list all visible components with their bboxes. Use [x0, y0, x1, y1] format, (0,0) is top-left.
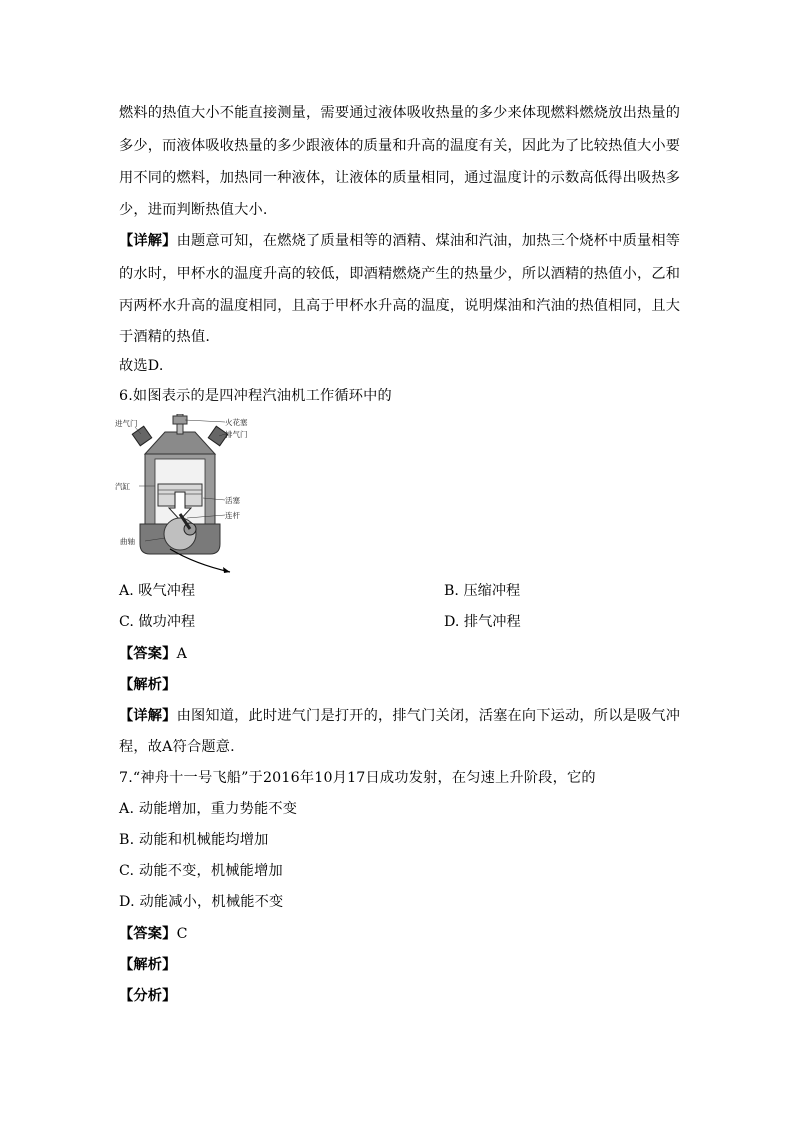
- q5-detail-line-3: 丙两杯水升高的温度相同，且高于甲杯水升高的温度，说明煤油和汽油的热值相同，且大: [119, 298, 681, 314]
- cylinder-head: [145, 432, 215, 454]
- label-spark-plug: 火花塞: [225, 418, 248, 427]
- q6-detail-line-1: 【详解】由图知道，此时进气门是打开的，排气门关闭，活塞在向下运动，所以是吸气冲: [119, 708, 681, 724]
- q6-analysis-tag: 【解析】: [119, 677, 177, 693]
- q6-answer: 【答案】A: [119, 646, 188, 662]
- label-exhaust-valve: 排气门: [225, 430, 248, 439]
- q7-stem: 7.“神舟十一号飞船”于2016年10月17日成功发射，在匀速上升阶段，它的: [119, 770, 596, 786]
- engine-diagram: [115, 414, 250, 574]
- q7-analysis-tag: 【解析】: [119, 957, 177, 973]
- q6-option-d: D. 排气冲程: [444, 614, 521, 630]
- q7-option-b: B. 动能和机械能均增加: [119, 832, 269, 848]
- q5-conclusion: 故选D.: [119, 358, 164, 374]
- q6-option-c: C. 做功冲程: [119, 614, 196, 630]
- q7-option-c: C. 动能不变，机械能增加: [119, 863, 283, 879]
- intro-line-2: 多少，而液体吸收热量的多少跟液体的质量和升高的温度有关，因此为了比较热值大小要: [119, 138, 681, 154]
- label-connecting-rod: 连杆: [225, 511, 240, 520]
- label-intake-valve: 进气门: [115, 419, 138, 428]
- q5-detail-line-2: 的水时，甲杯水的温度升高的较低，即酒精燃烧产生的热量少，所以酒精的热值小，乙和: [119, 266, 681, 282]
- intake-valve-shape: [132, 426, 151, 445]
- q7-answer: 【答案】C: [119, 926, 188, 942]
- q5-detail-line-4: 于酒精的热值.: [119, 329, 211, 345]
- label-piston: 活塞: [225, 496, 240, 505]
- label-crankshaft: 曲轴: [120, 537, 135, 546]
- label-cylinder: 汽缸: [115, 482, 130, 491]
- q5-detail-tag: 【详解】: [119, 233, 177, 249]
- q6-detail-line-2: 程，故A符合题意.: [119, 739, 235, 755]
- intro-line-4: 少，进而判断热值大小.: [119, 202, 268, 218]
- intro-line-1: 燃料的热值大小不能直接测量，需要通过液体吸收热量的多少来体现燃料燃烧放出热量的: [119, 105, 681, 121]
- q7-option-a: A. 动能增加，重力势能不变: [119, 801, 298, 817]
- q6-option-b: B. 压缩冲程: [444, 583, 521, 599]
- q7-analysis-sub-tag: 【分析】: [119, 988, 177, 1004]
- q6-stem: 6.如图表示的是四冲程汽油机工作循环中的: [119, 388, 392, 404]
- intro-line-3: 用不同的燃料，加热同一种液体，让液体的质量相同，通过温度计的示数高低得出吸热多: [119, 170, 681, 186]
- q7-option-d: D. 动能减小，机械能不变: [119, 894, 284, 910]
- q5-detail-line-1: 【详解】由题意可知，在燃烧了质量相等的酒精、煤油和汽油，加热三个烧杯中质量相等: [119, 233, 681, 249]
- q6-option-a: A. 吸气冲程: [119, 583, 196, 599]
